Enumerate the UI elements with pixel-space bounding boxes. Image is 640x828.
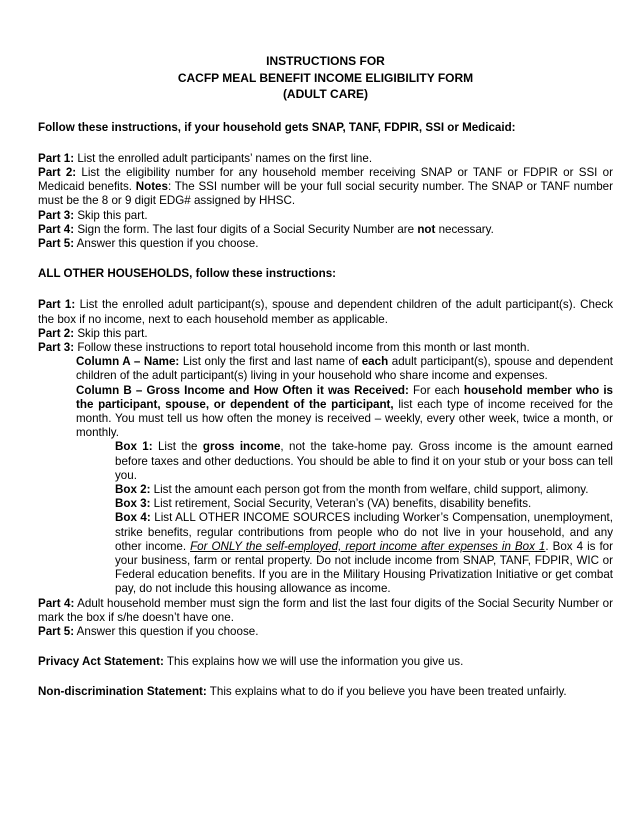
part-text: List the eligibility number for any household member receiving SNAP or TANF or FDPIR or SSI or Medicaid benefits. <box>38 165 613 194</box>
part-label: Part 2: <box>38 165 77 179</box>
section2-part5 <box>38 625 613 639</box>
part-label: Part 3: <box>38 208 75 222</box>
section1-part3 <box>38 209 613 223</box>
section1-heading: Follow these instructions, if your household gets SNAP, TANF, FDPIR, SSI or Medicaid: <box>38 120 516 134</box>
non-discrimination-statement <box>38 685 613 699</box>
column-b-instructions <box>38 384 613 441</box>
notes-label: Notes <box>135 180 168 194</box>
box2-instructions <box>38 483 613 497</box>
part-text: Sign the form. The last four digits of a Social Security Number are <box>74 222 418 236</box>
section2-heading: ALL OTHER HOUSEHOLDS, follow these instructions: <box>38 267 337 281</box>
box-label: Box 1: <box>115 440 153 454</box>
column-b-label: Column B – Gross Income and How Often it was Received: <box>76 383 409 397</box>
part-label: Part 3: <box>38 340 75 354</box>
box-text: List ALL OTHER INCOME SOURCES including Worker’s Compensation, unemployment, strike benefits, regular contributions from people who do not live in your household, and any other income. <box>115 511 613 553</box>
box-text: . Box 4 is for your business, farm or rental property. Do not include income from SNAP, TANF, FDPIR, WIC or Federal education benefits. If you are in the Military Housing Privatization Initiative or get combat pay, do not include this housing allowance as income. <box>115 539 613 596</box>
privacy-label: Privacy Act Statement: <box>38 655 164 669</box>
privacy-act-statement <box>38 655 613 669</box>
section2-part3 <box>38 341 613 355</box>
section2-part4 <box>38 597 613 625</box>
part-text: Answer this question if you choose. <box>74 236 259 250</box>
part-text: Follow these instructions to report total household income from this month or last month. <box>74 340 530 354</box>
section1-part1 <box>38 152 613 166</box>
section2-part2 <box>38 327 613 341</box>
section1-part2 <box>38 166 613 209</box>
box-label: Box 3: <box>115 497 151 511</box>
part-text: Skip this part. <box>74 326 148 340</box>
column-a-text: adult participant(s), spouse and dependent children of the adult participant(s) living in your household who share income and expenses. <box>76 355 613 383</box>
box-text: , not the take-home pay. Gross income is the amount earned before taxes and other deductions. You should be able to find it on your stub or your boss can tell you. <box>115 440 613 482</box>
box-text: List the amount each person got from the month from welfare, child support, alimony. <box>150 482 589 496</box>
box-label: Box 4: <box>115 511 151 525</box>
part-text: Skip this part. <box>74 208 148 222</box>
column-b-text: For each <box>408 383 464 397</box>
part-text: necessary. <box>435 222 494 236</box>
title-line-3: (ADULT CARE) <box>282 87 369 101</box>
emphasis-gross-income: gross income <box>202 440 281 454</box>
part-label: Part 1: <box>38 298 76 312</box>
box3-instructions <box>38 497 613 511</box>
column-a-text: List only the first and last name of <box>179 355 362 369</box>
part-label: Part 5: <box>38 236 75 250</box>
part-label: Part 4: <box>38 596 75 610</box>
box4-instructions <box>38 511 613 596</box>
part-text: Answer this question if you choose. <box>74 625 259 638</box>
self-employed-note: For ONLY the self-employed, report income after expenses in Box 1 <box>190 539 546 553</box>
emphasis-not: not <box>417 222 436 236</box>
part-text: List the enrolled adult participant(s), spouse and dependent children of the adult participant(s). Check the box if no income, next to each household member as applicable. <box>38 298 613 326</box>
column-b-emphasis: household member who is the participant, spouse, or dependent of the participant, <box>76 383 613 411</box>
emphasis-each: each <box>361 355 389 369</box>
part-text: List the enrolled adult participants’ names on the first line. <box>74 151 373 165</box>
part-label: Part 2: <box>38 326 75 340</box>
section2-part1 <box>38 298 613 326</box>
box-text: List retirement, Social Security, Veteran’s (VA) benefits, disability benefits. <box>150 497 532 511</box>
part-label: Part 4: <box>38 222 75 236</box>
privacy-text: This explains how we will use the information you give us. <box>163 655 464 669</box>
non-discrimination-text: This explains what to do if you believe you have been treated unfairly. <box>206 685 567 699</box>
column-a-label: Column A – Name: <box>76 355 180 369</box>
document-title <box>38 53 613 103</box>
column-a-instructions <box>38 355 613 383</box>
part-label: Part 1: <box>38 151 75 165</box>
box-label: Box 2: <box>115 482 151 496</box>
part-text: : The SSI number will be your full social security number. The SNAP or TANF number must be the 8 or 9 digit EDG# assigned by HHSC. <box>38 180 613 208</box>
column-b-text: list each type of income received for the month. You must tell us how often the money is received – weekly, every other week, twice a month, or monthly. <box>76 397 613 440</box>
title-line-1: INSTRUCTIONS FOR <box>266 54 385 68</box>
box1-instructions <box>38 440 613 483</box>
part-label: Part 5: <box>38 625 75 638</box>
non-discrimination-label: Non-discrimination Statement: <box>38 685 207 699</box>
title-line-2: CACFP MEAL BENEFIT INCOME ELIGIBILITY FORM <box>177 70 474 85</box>
section1-part5 <box>38 237 613 251</box>
section1-part4 <box>38 223 613 237</box>
part-text: Adult household member must sign the form and list the last four digits of the Social Security Number or mark the box if s/he doesn’t have one. <box>38 596 613 624</box>
box-text: List the <box>152 440 203 454</box>
